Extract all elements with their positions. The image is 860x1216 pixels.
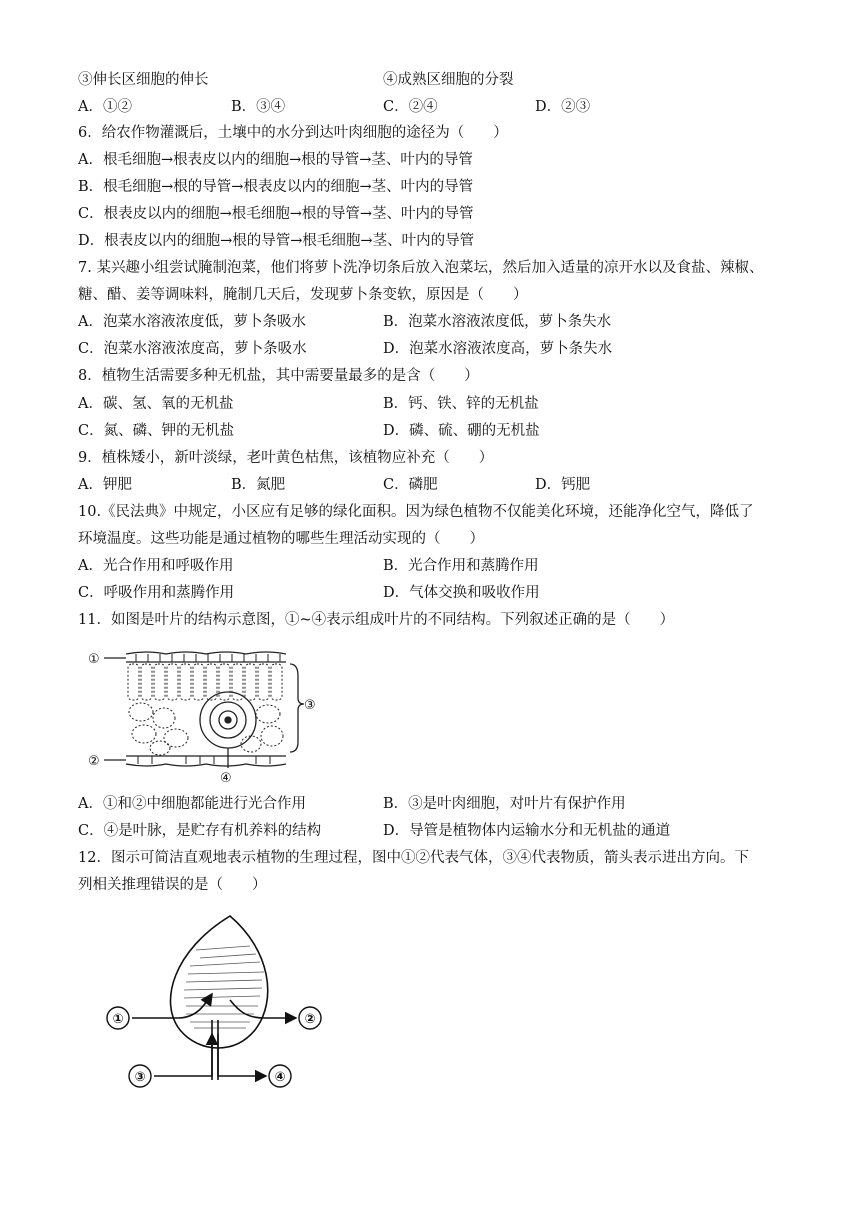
leaf-process-diagram bbox=[100, 910, 340, 1100]
q9-choice-c: C．磷肥 bbox=[383, 477, 438, 493]
q5-choice-a: A．①② bbox=[78, 99, 132, 115]
q8-choice-d: D．磷、硫、硼的无机盐 bbox=[383, 423, 540, 439]
q6-stem: 6．给农作物灌溉后，土壤中的水分到达叶肉细胞的途径为（ ） bbox=[78, 125, 508, 141]
q11-choice-d: D．导管是植物体内运输水分和无机盐的通道 bbox=[383, 823, 671, 839]
process-label-3: ③ bbox=[134, 1070, 146, 1085]
q11-choice-c: C．④是叶脉，是贮存有机养料的结构 bbox=[78, 823, 322, 839]
q7-choice-a: A．泡菜水溶液浓度低，萝卜条吸水 bbox=[78, 314, 306, 330]
q9-choice-b: B．氮肥 bbox=[231, 477, 286, 493]
q5-choice-d: D．②③ bbox=[535, 99, 591, 115]
leaf-label-4: ④ bbox=[220, 771, 232, 786]
q8-choice-c: C．氮、磷、钾的无机盐 bbox=[78, 423, 235, 439]
q9-choice-d: D．钙肥 bbox=[535, 477, 591, 493]
q6-choice-c: C．根表皮以内的细胞→根毛细胞→根的导管→茎、叶内的导管 bbox=[78, 206, 474, 222]
q10-choice-d: D．气体交换和吸收作用 bbox=[383, 585, 540, 601]
leaf-label-3: ③ bbox=[304, 698, 316, 713]
q9-choice-a: A．钾肥 bbox=[78, 477, 132, 493]
q6-choice-d: D．根表皮以内的细胞→根的导管→根毛细胞→茎、叶内的导管 bbox=[78, 233, 475, 249]
q10-choice-a: A．光合作用和呼吸作用 bbox=[78, 558, 234, 574]
q7-choice-b: B．泡菜水溶液浓度低，萝卜条失水 bbox=[383, 314, 612, 330]
q10-choice-b: B．光合作用和蒸腾作用 bbox=[383, 558, 539, 574]
q9-stem: 9．植株矮小，新叶淡绿，老叶黄色枯焦，该植物应补充（ ） bbox=[78, 450, 494, 466]
leaf-process-figure bbox=[100, 910, 340, 1100]
leaf-cross-section-diagram bbox=[86, 646, 326, 786]
q5-option-3: ③伸长区细胞的伸长 bbox=[78, 72, 209, 88]
process-label-1: ① bbox=[112, 1012, 124, 1027]
q11-stem: 11．如图是叶片的结构示意图，①~④表示组成叶片的不同结构。下列叙述正确的是（ ） bbox=[78, 612, 675, 628]
q8-choice-b: B．钙、铁、锌的无机盐 bbox=[383, 396, 539, 412]
q11-choice-b: B．③是叶肉细胞，对叶片有保护作用 bbox=[383, 796, 626, 812]
q8-stem: 8．植物生活需要多种无机盐，其中需要量最多的是含（ ） bbox=[78, 368, 479, 384]
q12-stem-line1: 12．图示可简洁直观地表示植物的生理过程，图中①②代表气体，③④代表物质，箭头表示进出方向。下 bbox=[78, 850, 749, 866]
q5-choice-c: C．②④ bbox=[383, 99, 438, 115]
q12-stem-line2: 列相关推理错误的是（ ） bbox=[78, 877, 267, 893]
process-label-4: ④ bbox=[274, 1070, 286, 1085]
q6-choice-b: B．根毛细胞→根的导管→根表皮以内的细胞→茎、叶内的导管 bbox=[78, 179, 474, 195]
q10-stem-line2: 环境温度。这些功能是通过植物的哪些生理活动实现的（ ） bbox=[78, 531, 484, 547]
q5-choice-b: B．③④ bbox=[231, 99, 286, 115]
q10-choice-c: C．呼吸作用和蒸腾作用 bbox=[78, 585, 235, 601]
q10-stem-line1: 10.《民法典》中规定，小区应有足够的绿化面积。因为绿色植物不仅能美化环境，还能净化空气，降低了 bbox=[78, 504, 754, 520]
q7-stem-line1: 7. 某兴趣小组尝试腌制泡菜，他们将萝卜洗净切条后放入泡菜坛，然后加入适量的凉开水以及食盐、辣椒、 bbox=[78, 260, 764, 276]
q7-stem-line2: 糖、醋、姜等调味料，腌制几天后，发现萝卜条变软，原因是（ ） bbox=[78, 287, 528, 303]
q6-choice-a: A．根毛细胞→根表皮以内的细胞→根的导管→茎、叶内的导管 bbox=[78, 152, 473, 168]
leaf-label-1: ① bbox=[88, 652, 100, 667]
q5-option-4: ④成熟区细胞的分裂 bbox=[383, 72, 514, 88]
leaf-label-2: ② bbox=[88, 754, 100, 769]
process-label-2: ② bbox=[304, 1012, 316, 1027]
q11-choice-a: A．①和②中细胞都能进行光合作用 bbox=[78, 796, 306, 812]
q7-choice-d: D．泡菜水溶液浓度高，萝卜条失水 bbox=[383, 341, 613, 357]
q8-choice-a: A．碳、氢、氧的无机盐 bbox=[78, 396, 234, 412]
q7-choice-c: C．泡菜水溶液浓度高，萝卜条吸水 bbox=[78, 341, 307, 357]
leaf-cross-section-figure bbox=[86, 646, 326, 786]
